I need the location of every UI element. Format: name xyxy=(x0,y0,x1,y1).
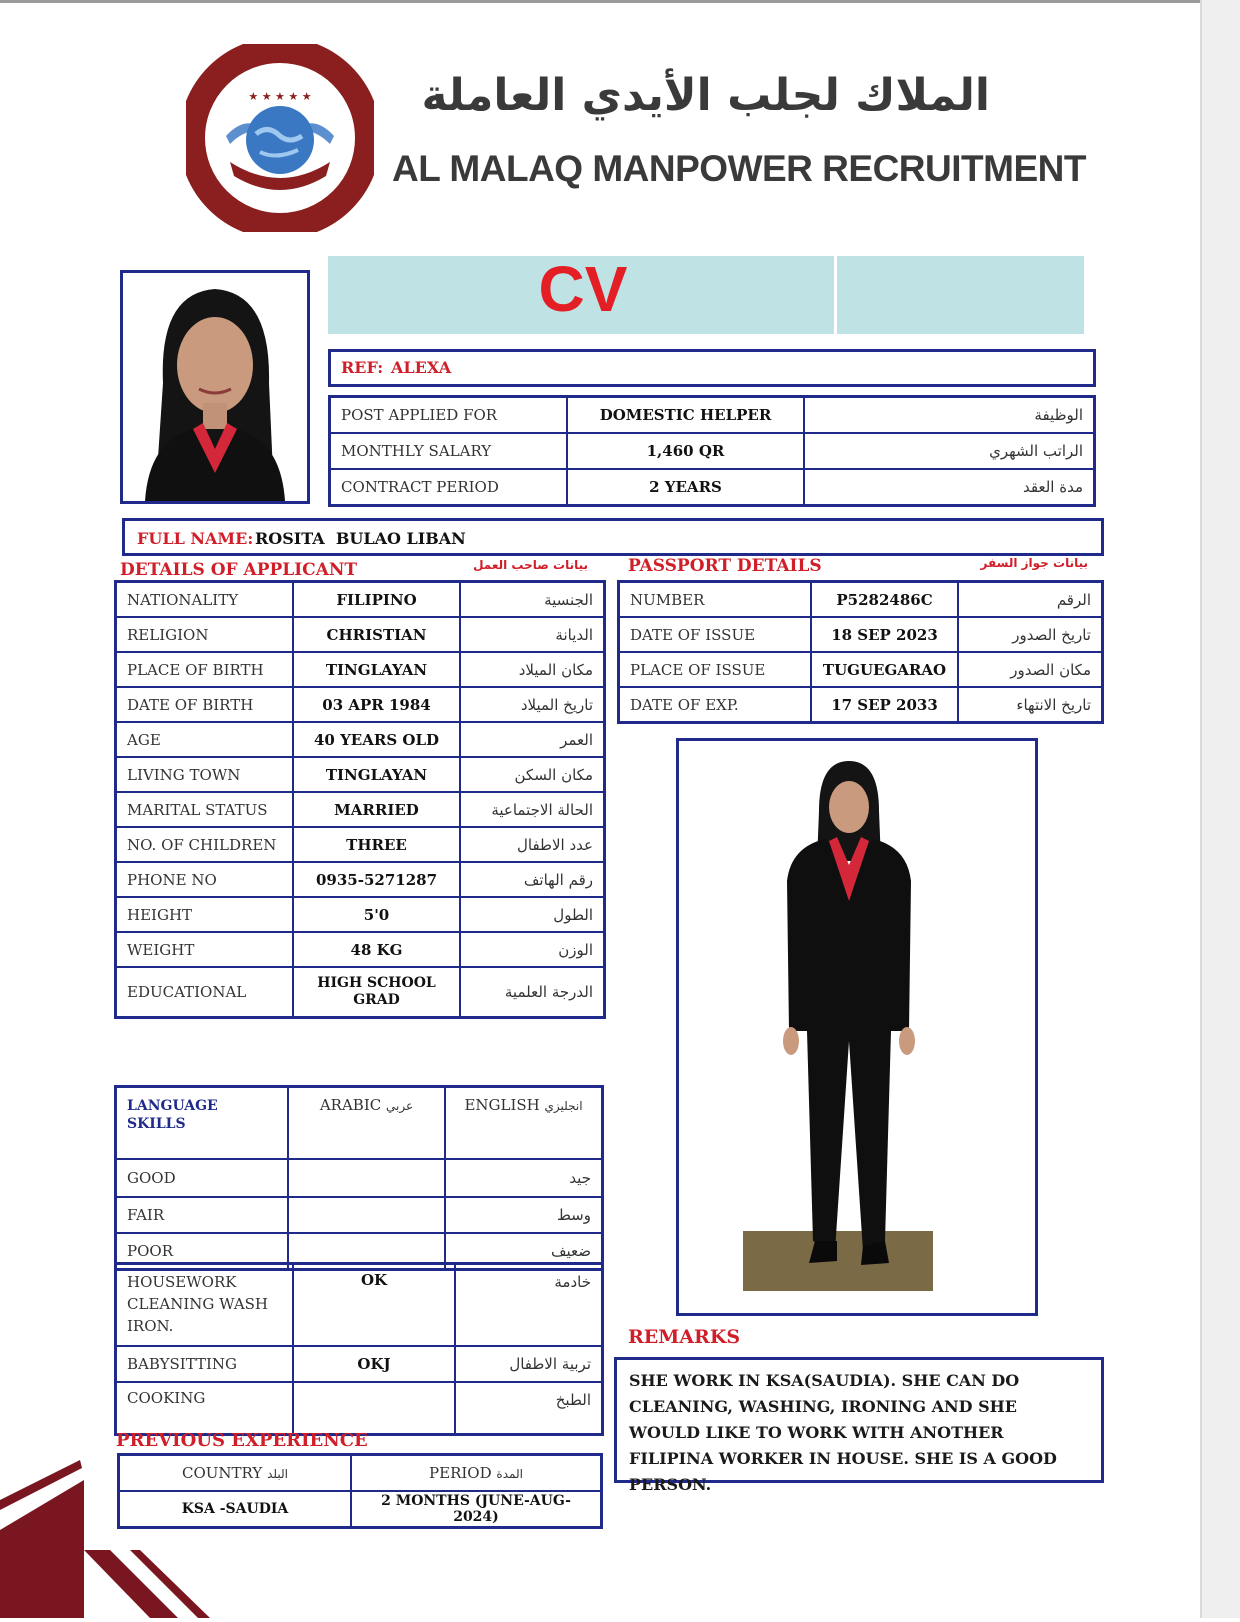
table-row xyxy=(116,932,605,967)
applicant-label: LIVING TOWN xyxy=(116,757,294,792)
housework-value: OK xyxy=(293,1264,455,1347)
applicant-label: NATIONALITY xyxy=(116,582,294,618)
applicant-label: EDUCATIONAL xyxy=(116,967,294,1018)
applicant-value: THREE xyxy=(293,827,460,862)
passport-label-arabic: الرقم xyxy=(958,582,1103,618)
applicant-value: CHRISTIAN xyxy=(293,617,460,652)
applicant-label: NO. OF CHILDREN xyxy=(116,827,294,862)
table-row xyxy=(116,967,605,1018)
applicant-label-arabic: العمر xyxy=(460,722,605,757)
company-name-arabic: الملاك لجلب الأيدي العاملة xyxy=(421,70,990,121)
applicant-portrait-photo xyxy=(120,270,310,504)
applicant-table xyxy=(114,580,606,1019)
table-row xyxy=(116,1346,603,1382)
language-header: LANGUAGE SKILLS xyxy=(127,1098,218,1132)
full-name-label: FULL NAME: xyxy=(137,529,254,548)
babysitting-label: BABYSITTING xyxy=(116,1346,294,1382)
english-column-header: ENGLISH انجليزي xyxy=(445,1087,603,1160)
cooking-label-arabic: الطبخ xyxy=(455,1382,603,1435)
housework-label-arabic: خادمة xyxy=(455,1264,603,1347)
applicant-label: DATE OF BIRTH xyxy=(116,687,294,722)
table-row xyxy=(116,1264,603,1347)
language-level-fair: FAIR xyxy=(116,1197,289,1233)
post-value: DOMESTIC HELPER xyxy=(567,397,804,434)
full-name-box xyxy=(122,518,1104,556)
arabic-fair-cell xyxy=(288,1197,445,1233)
applicant-label-arabic: مكان السكن xyxy=(460,757,605,792)
table-row xyxy=(116,582,605,618)
table-row xyxy=(116,862,605,897)
salary-label-arabic: الراتب الشهري xyxy=(804,433,1095,469)
skills-table xyxy=(114,1262,604,1436)
language-table xyxy=(114,1085,604,1271)
passport-table xyxy=(617,580,1104,724)
applicant-label-arabic: الدرجة العلمية xyxy=(460,967,605,1018)
babysitting-label-arabic: تربية الاطفال xyxy=(455,1346,603,1382)
table-row xyxy=(116,1197,603,1233)
post-label-arabic: الوظيفة xyxy=(804,397,1095,434)
language-level-fair-arabic: وسط xyxy=(445,1197,603,1233)
table-row xyxy=(116,722,605,757)
remarks-text: SHE WORK IN KSA(SAUDIA). SHE CAN DO CLEANING, WASHING, IRONING AND SHE WOULD LIKE TO WORK WITH ANOTHER FILIPINA WORKER IN HOUSE. SHE IS A GOOD PERSON. xyxy=(614,1357,1104,1483)
passport-label: PLACE OF ISSUE xyxy=(619,652,812,687)
applicant-value: 0935-5271287 xyxy=(293,862,460,897)
applicant-label-arabic: تاريخ الميلاد xyxy=(460,687,605,722)
language-level-poor-arabic: ضعيف xyxy=(445,1233,603,1270)
applicant-label: RELIGION xyxy=(116,617,294,652)
applicant-value: 40 YEARS OLD xyxy=(293,722,460,757)
table-row xyxy=(116,1159,603,1197)
passport-value: 18 SEP 2023 xyxy=(811,617,958,652)
experience-period: 2 MONTHS (JUNE-AUG-2024) xyxy=(351,1491,602,1528)
remarks-title: REMARKS xyxy=(628,1326,741,1348)
table-row xyxy=(116,1382,603,1435)
passport-label: NUMBER xyxy=(619,582,812,618)
contract-label: CONTRACT PERIOD xyxy=(330,469,568,506)
table-row xyxy=(116,687,605,722)
applicant-section-title-arabic: بيانات صاحب العمل xyxy=(473,558,588,572)
salary-label: MONTHLY SALARY xyxy=(330,433,568,469)
table-row xyxy=(116,897,605,932)
experience-country: KSA -SAUDIA xyxy=(119,1491,352,1528)
cooking-value xyxy=(293,1382,455,1435)
table-row xyxy=(116,757,605,792)
applicant-section-title: DETAILS OF APPLICANT xyxy=(120,560,358,580)
passport-section-title: PASSPORT DETAILS xyxy=(628,556,822,576)
applicant-value: 5'0 xyxy=(293,897,460,932)
passport-value: P5282486C xyxy=(811,582,958,618)
housework-label: HOUSEWORK CLEANING WASH IRON. xyxy=(116,1264,294,1347)
table-row xyxy=(619,617,1103,652)
table-row xyxy=(619,652,1103,687)
applicant-value: FILIPINO xyxy=(293,582,460,618)
passport-label-arabic: تاريخ الصدور xyxy=(958,617,1103,652)
table-row xyxy=(330,469,1095,506)
passport-label: DATE OF ISSUE xyxy=(619,617,812,652)
cv-title: CV xyxy=(538,253,628,325)
applicant-label: WEIGHT xyxy=(116,932,294,967)
table-row xyxy=(116,1087,603,1160)
decorative-corner xyxy=(0,1460,230,1618)
post-label: POST APPLIED FOR xyxy=(330,397,568,434)
top-border xyxy=(0,0,1240,3)
applicant-label-arabic: الوزن xyxy=(460,932,605,967)
applicant-label-arabic: عدد الاطفال xyxy=(460,827,605,862)
contract-label-arabic: مدة العقد xyxy=(804,469,1095,506)
language-level-poor: POOR xyxy=(116,1233,289,1270)
reference-box xyxy=(328,349,1096,387)
applicant-label: PHONE NO xyxy=(116,862,294,897)
applicant-value: MARRIED xyxy=(293,792,460,827)
applicant-label-arabic: الديانة xyxy=(460,617,605,652)
applicant-value: TINGLAYAN xyxy=(293,757,460,792)
page-edge xyxy=(1200,0,1240,1618)
applicant-value: 03 APR 1984 xyxy=(293,687,460,722)
applicant-value: 48 KG xyxy=(293,932,460,967)
arabic-column-header: ARABIC عربي xyxy=(288,1087,445,1160)
passport-label: DATE OF EXP. xyxy=(619,687,812,723)
applicant-label-arabic: مكان الميلاد xyxy=(460,652,605,687)
applicant-label-arabic: رقم الهاتف xyxy=(460,862,605,897)
table-row xyxy=(619,582,1103,618)
table-row xyxy=(116,617,605,652)
language-level-good: GOOD xyxy=(116,1159,289,1197)
post-table xyxy=(328,395,1096,507)
contract-value: 2 YEARS xyxy=(567,469,804,506)
applicant-value: HIGH SCHOOL GRAD xyxy=(293,967,460,1018)
applicant-label: HEIGHT xyxy=(116,897,294,932)
babysitting-value: OKJ xyxy=(293,1346,455,1382)
passport-label-arabic: مكان الصدور xyxy=(958,652,1103,687)
applicant-label-arabic: الحالة الاجتماعية xyxy=(460,792,605,827)
table-row xyxy=(116,652,605,687)
applicant-full-body-photo xyxy=(676,738,1038,1316)
passport-section-title-arabic: بيانات جواز السفر xyxy=(980,556,1088,570)
table-row xyxy=(330,433,1095,469)
ref-label: REF: xyxy=(341,358,384,377)
country-column-header: COUNTRY البلد xyxy=(119,1455,352,1492)
svg-text:★ ★ ★ ★ ★: ★ ★ ★ ★ ★ xyxy=(248,90,312,103)
arabic-good-cell xyxy=(288,1159,445,1197)
period-column-header: PERIOD المدة xyxy=(351,1455,602,1492)
table-row xyxy=(330,397,1095,434)
passport-value: TUGUEGARAO xyxy=(811,652,958,687)
applicant-label: AGE xyxy=(116,722,294,757)
applicant-label-arabic: الجنسية xyxy=(460,582,605,618)
passport-label-arabic: تاريخ الانتهاء xyxy=(958,687,1103,723)
table-row xyxy=(116,792,605,827)
salary-value: 1,460 QR xyxy=(567,433,804,469)
language-level-good-arabic: جيد xyxy=(445,1159,603,1197)
cooking-label: COOKING xyxy=(116,1382,294,1435)
company-logo xyxy=(186,44,374,232)
applicant-label-arabic: الطول xyxy=(460,897,605,932)
table-row xyxy=(619,687,1103,723)
passport-value: 17 SEP 2033 xyxy=(811,687,958,723)
company-name-english: AL MALAQ MANPOWER RECRUITMENT xyxy=(392,148,1086,189)
applicant-label: MARITAL STATUS xyxy=(116,792,294,827)
full-name-value: ROSITA BULAO LIBAN xyxy=(255,529,466,548)
table-row xyxy=(116,827,605,862)
applicant-value: TINGLAYAN xyxy=(293,652,460,687)
ref-value: ALEXA xyxy=(391,358,452,377)
experience-section-title: PREVIOUS EXPERIENCE xyxy=(116,1430,368,1451)
applicant-label: PLACE OF BIRTH xyxy=(116,652,294,687)
